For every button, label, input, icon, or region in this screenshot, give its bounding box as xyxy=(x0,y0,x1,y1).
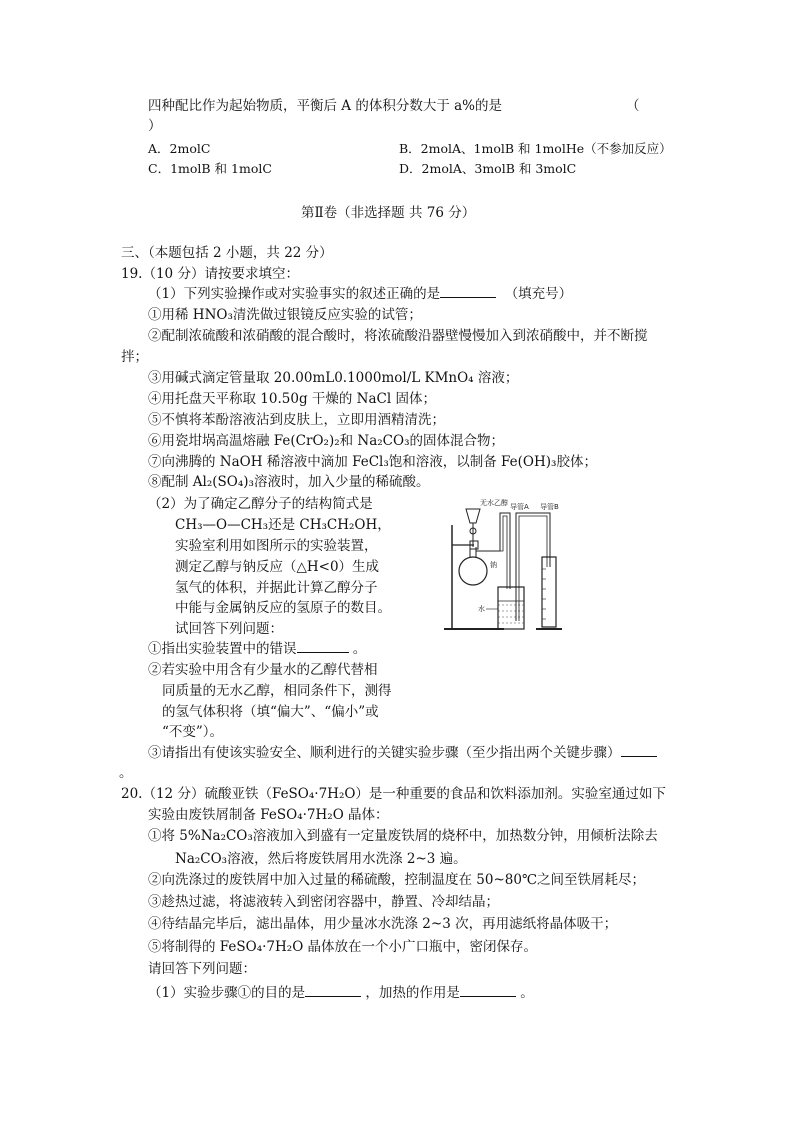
q19-item-7: ⑦向沸腾的 NaOH 稀溶液中滴加 FeCl₃饱和溶液，以制备 Fe(OH)₃胶体； xyxy=(148,454,597,470)
q19-sub1-blank[interactable] xyxy=(440,285,496,298)
q20-sub1-text-b: ，加热的作用是 xyxy=(365,985,460,1001)
q19-answer-3-text: ③请指出有使该实验安全、顺利进行的关键实验步骤（至少指出两个关键步骤） xyxy=(148,745,621,761)
q20-step-1-cont: Na₂CO₃溶液，然后将废铁屑用水洗涤 2~3 遍。 xyxy=(175,851,467,867)
q20-sub1-blank-1[interactable] xyxy=(305,984,361,997)
q19-item-8: ⑧配制 Al₂(SO₄)₃溶液时，加入少量的稀硫酸。 xyxy=(148,474,430,490)
q19-sub2-line-3: 实验室利用如图所示的实验装置， xyxy=(175,538,378,554)
q19-sub1-suffix: （填充号） xyxy=(504,286,573,302)
q19-answer-2-line-1: ②若实验中用含有少量水的乙醇代替相 xyxy=(148,662,378,678)
q20-step-3: ③趁热过滤，将滤液转入到密闭容器中，静置、冷却结晶； xyxy=(148,894,499,910)
q20-step-2: ②向洗涤过的废铁屑中加入过量的稀硫酸，控制温度在 50~80℃之间至铁屑耗尽； xyxy=(148,872,646,888)
q19-header: 19.（10 分）请按要求填空： xyxy=(121,266,299,282)
q18-option-b: B．2molA、1molB 和 1molHe（不参加反应） xyxy=(399,141,672,156)
water-bottle xyxy=(498,587,524,629)
q20-step-4: ④待结晶完毕后，滤出晶体，用少量冰水洗涤 2~3 次，再用滤纸将晶体吸干； xyxy=(148,916,618,932)
q20-sub1-blank-2[interactable] xyxy=(460,984,516,997)
q19-item-2-cont: 拌； xyxy=(121,349,148,365)
label-water: 水 xyxy=(478,605,485,613)
q19-sub2-line-4: 测定乙醇与钠反应（△H<0）生成 xyxy=(175,559,380,575)
q19-answer-1-text: ①指出实验装置中的错误 xyxy=(148,641,297,657)
funnel xyxy=(466,509,480,523)
q20-line-2: 实验由废铁屑制备 FeSO₄·7H₂O 晶体： xyxy=(148,807,389,823)
label-tube-a: 导管A xyxy=(510,503,529,511)
q20-sub1-end: 。 xyxy=(520,985,534,1001)
q20-step-5: ⑤将制得的 FeSO₄·7H₂O 晶体放在一个小广口瓶中，密闭保存。 xyxy=(148,939,538,955)
section-2-title: 第Ⅱ卷（非选择题 共 76 分） xyxy=(301,205,476,221)
q19-answer-1-end: 。 xyxy=(352,641,367,657)
q19-answer-3 xyxy=(148,744,657,762)
q19-item-2: ②配制浓硫酸和浓硝酸的混合酸时，将浓硫酸沿器壁慢慢加入到浓硝酸中，并不断搅 xyxy=(148,328,648,344)
part-3-title: 三、（本题包括 2 小题，共 22 分） xyxy=(121,245,333,261)
q18-paren-close: ） xyxy=(148,118,162,134)
q20-ask: 请回答下列问题： xyxy=(148,961,256,977)
label-ethanol: 无水乙醇 xyxy=(480,499,508,507)
q19-sub2-line-2: CH₃—O—CH₃还是 CH₃CH₂OH， xyxy=(175,517,391,533)
q19-sub1-prefix: （1）下列实验操作或对实验事实的叙述正确的是 xyxy=(148,286,441,302)
label-tube-b: 导管B xyxy=(540,503,559,511)
q20-line-1: 20.（12 分）硫酸亚铁（FeSO₄·7H₂O）是一种重要的食品和饮料添加剂。实验室通过如下 xyxy=(121,786,666,802)
q19-answer-3-end: 。 xyxy=(119,765,133,781)
apparatus-figure xyxy=(440,497,672,633)
q18-stem: 四种配比作为起始物质，平衡后 A 的体积分数大于 a%的是 xyxy=(148,98,502,114)
q19-answer-2-line-2: 同质量的无水乙醇，相同条件下，测得 xyxy=(162,683,392,699)
q18-option-d: D．2molA、3molB 和 3molC xyxy=(399,161,577,176)
q19-item-4: ④用托盘天平称取 10.50g 干燥的 NaCl 固体； xyxy=(148,391,436,407)
measuring-cylinder xyxy=(542,557,556,627)
q19-answer-3-blank[interactable] xyxy=(621,744,657,757)
q19-answer-2-line-3: 的氢气体积将（填“偏大”、“偏小”或 xyxy=(162,704,379,720)
q19-answer-2-line-4: “不变”）。 xyxy=(162,724,224,740)
q19-item-6: ⑥用瓷坩埚高温熔融 Fe(CrO₂)₂和 Na₂CO₃的固体混合物； xyxy=(148,433,504,449)
flask xyxy=(459,557,487,585)
q20-sub1 xyxy=(148,984,534,1002)
q19-sub2-line-1: （2）为了确定乙醇分子的结构简式是 xyxy=(148,496,373,512)
label-sodium: 钠 xyxy=(490,561,497,569)
q19-sub2-line-7: 试回答下列问题： xyxy=(175,621,283,637)
q19-sub1 xyxy=(148,285,572,303)
q20-sub1-text-a: （1）实验步骤①的目的是 xyxy=(148,985,306,1001)
q19-item-5: ⑤不慎将苯酚溶液沾到皮肤上，立即用酒精清洗； xyxy=(148,412,445,428)
q19-answer-1 xyxy=(148,640,366,658)
q19-item-3: ③用碱式滴定管量取 20.00mL0.1000mol/L KMnO₄ 溶液； xyxy=(148,370,519,386)
q20-step-1: ①将 5%Na₂CO₃溶液加入到盛有一定量废铁屑的烧杯中，加热数分钟，用倾析法除去 xyxy=(148,828,658,844)
q19-answer-1-blank[interactable] xyxy=(297,640,349,653)
tube-b xyxy=(516,513,550,621)
q18-option-c: C．1molB 和 1molC xyxy=(148,161,272,176)
q19-sub2-line-5: 氢气的体积，并据此计算乙醇分子 xyxy=(175,580,378,596)
q19-item-1: ①用稀 HNO₃清洗做过银镜反应实验的试管； xyxy=(148,307,422,323)
q19-sub2-line-6: 中能与金属钠反应的氢原子的数目。 xyxy=(175,600,391,616)
q18-paren-open: （ xyxy=(626,98,640,114)
q18-option-a: A．2molC xyxy=(148,141,211,156)
